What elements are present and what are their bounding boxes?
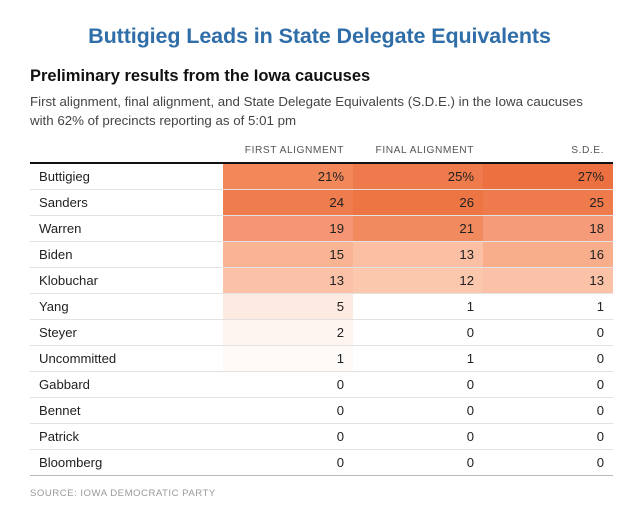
candidate-name: Patrick	[30, 423, 223, 449]
candidate-name: Buttigieg	[30, 163, 223, 190]
cell-sde: 0	[483, 423, 613, 449]
cell-sde: 13	[483, 267, 613, 293]
results-table	[30, 145, 613, 476]
chart-subtitle: Preliminary results from the Iowa caucuses	[30, 67, 371, 85]
cell-sde: 0	[483, 319, 613, 345]
cell-final-alignment: 0	[353, 423, 483, 449]
source-note: SOURCE: IOWA DEMOCRATIC PARTY	[30, 487, 216, 499]
cell-sde: 1	[483, 293, 613, 319]
candidate-name: Sanders	[30, 189, 223, 215]
candidate-name: Bennet	[30, 397, 223, 423]
cell-final-alignment: 12	[353, 267, 483, 293]
table-body	[30, 163, 613, 476]
cell-sde: 0	[483, 345, 613, 371]
cell-first-alignment: 5	[223, 293, 353, 319]
table-row	[30, 293, 613, 319]
candidate-name: Uncommitted	[30, 345, 223, 371]
table-row	[30, 267, 613, 293]
cell-first-alignment: 1	[223, 345, 353, 371]
table-row	[30, 189, 613, 215]
table-header-row	[30, 145, 613, 163]
candidate-name: Biden	[30, 241, 223, 267]
candidate-name: Warren	[30, 215, 223, 241]
cell-final-alignment: 26	[353, 189, 483, 215]
table-header	[30, 145, 613, 163]
table-row	[30, 215, 613, 241]
cell-final-alignment: 25%	[353, 163, 483, 190]
table-row	[30, 449, 613, 475]
table-row	[30, 423, 613, 449]
cell-sde: 0	[483, 449, 613, 475]
cell-sde: 0	[483, 371, 613, 397]
candidate-name: Gabbard	[30, 371, 223, 397]
candidate-name: Steyer	[30, 319, 223, 345]
cell-first-alignment: 0	[223, 423, 353, 449]
candidate-name: Klobuchar	[30, 267, 223, 293]
cell-first-alignment: 19	[223, 215, 353, 241]
cell-sde: 18	[483, 215, 613, 241]
cell-final-alignment: 0	[353, 397, 483, 423]
table-row	[30, 397, 613, 423]
table-row	[30, 345, 613, 371]
candidate-name: Yang	[30, 293, 223, 319]
candidate-name: Bloomberg	[30, 449, 223, 475]
table-row	[30, 371, 613, 397]
cell-final-alignment: 1	[353, 345, 483, 371]
column-header-sde: S.D.E.	[483, 145, 613, 163]
page-title: Buttigieg Leads in State Delegate Equivalents	[88, 24, 551, 48]
cell-sde: 16	[483, 241, 613, 267]
chart-description: First alignment, final alignment, and State Delegate Equivalents (S.D.E.) in the Iowa caucuses with 62% of precincts reporting as of 5:01 pm	[30, 94, 583, 129]
cell-sde: 27%	[483, 163, 613, 190]
cell-first-alignment: 13	[223, 267, 353, 293]
cell-sde: 25	[483, 189, 613, 215]
column-header-first-alignment: FIRST ALIGNMENT	[223, 145, 353, 163]
column-header-final-alignment: FINAL ALIGNMENT	[353, 145, 483, 163]
column-header-candidate	[30, 145, 223, 163]
cell-final-alignment: 21	[353, 215, 483, 241]
table-row	[30, 319, 613, 345]
table-row	[30, 163, 613, 190]
cell-first-alignment: 0	[223, 371, 353, 397]
cell-first-alignment: 0	[223, 397, 353, 423]
cell-final-alignment: 0	[353, 319, 483, 345]
cell-final-alignment: 0	[353, 449, 483, 475]
cell-first-alignment: 15	[223, 241, 353, 267]
cell-final-alignment: 0	[353, 371, 483, 397]
cell-first-alignment: 21%	[223, 163, 353, 190]
table-row	[30, 241, 613, 267]
cell-first-alignment: 2	[223, 319, 353, 345]
cell-first-alignment: 0	[223, 449, 353, 475]
cell-first-alignment: 24	[223, 189, 353, 215]
cell-final-alignment: 13	[353, 241, 483, 267]
cell-final-alignment: 1	[353, 293, 483, 319]
cell-sde: 0	[483, 397, 613, 423]
